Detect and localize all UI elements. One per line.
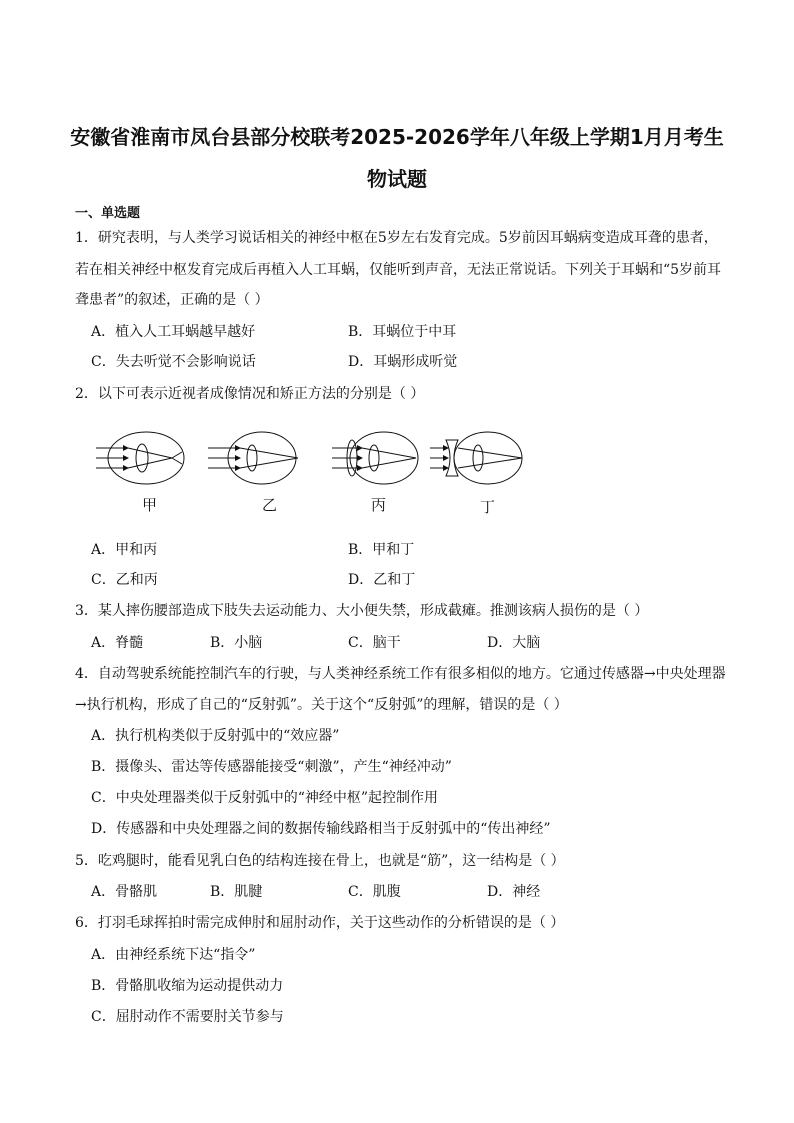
q3-option-d: D．大脑 xyxy=(487,635,541,651)
q1-stem-line1: 1．研究表明，与人类学习说话相关的神经中枢在5岁左右发育完成。5岁前因耳蜗病变造成耳聋的患者， xyxy=(75,230,718,246)
q5-option-a: A．骨骼肌 xyxy=(91,884,158,900)
q1-stem-line2: 若在相关神经中枢发育完成后再植入人工耳蜗，仅能听到声音，无法正常说话。下列关于耳蜗和“5岁前耳 xyxy=(75,262,722,278)
q1-option-d: D．耳蜗形成听觉 xyxy=(348,354,458,370)
q4-option-d: D．传感器和中央处理器之间的数据传输线路相当于反射弧中的“传出神经” xyxy=(91,821,551,837)
q1-option-b: B．耳蜗位于中耳 xyxy=(348,324,457,340)
q3-option-b: B．小脑 xyxy=(210,635,263,651)
eye-diagram-bing xyxy=(332,432,418,484)
q4-option-a: A．执行机构类似于反射弧中的“效应器” xyxy=(91,728,340,744)
q4-stem-line1: 4．自动驾驶系统能控制汽车的行驶，与人类神经系统工作有很多相似的地方。它通过传感器→中央处理器 xyxy=(75,666,726,682)
caption-jia: 甲 xyxy=(142,496,158,514)
q1-stem-line3: 聋患者”的叙述，正确的是（ ） xyxy=(75,292,269,308)
q2-option-b: B．甲和丁 xyxy=(348,542,415,558)
q1-option-a: A．植入人工耳蜗越早越好 xyxy=(91,324,256,340)
section-heading: 一、单选题 xyxy=(75,206,141,221)
q5-option-d: D．神经 xyxy=(487,884,541,900)
q6-option-c: C．屈肘动作不需要肘关节参与 xyxy=(91,1009,284,1025)
q2-stem: 2．以下可表示近视者成像情况和矫正方法的分别是（ ） xyxy=(75,386,425,402)
q6-stem: 6．打羽毛球挥拍时需完成伸肘和屈肘动作，关于这些动作的分析错误的是（ ） xyxy=(75,915,565,931)
q4-option-c: C．中央处理器类似于反射弧中的“神经中枢”起控制作用 xyxy=(91,790,439,806)
q4-stem-line2: →执行机构，形成了自己的“反射弧”。关于这个“反射弧”的理解，错误的是（ ） xyxy=(75,697,568,713)
q6-option-a: A．由神经系统下达“指令” xyxy=(91,947,256,963)
q3-stem: 3．某人摔伤腰部造成下肢失去运动能力、大小便失禁，形成截瘫。推测该病人损伤的是（ ） xyxy=(75,603,649,619)
exam-title-line2: 物试题 xyxy=(367,167,427,191)
q4-option-b: B．摄像头、雷达等传感器能接受“刺激”，产生“神经冲动” xyxy=(91,759,452,775)
eye-diagram-ding xyxy=(430,432,522,484)
q1-option-c: C．失去听觉不会影响说话 xyxy=(91,354,256,370)
q2-option-a: A．甲和丙 xyxy=(91,542,158,558)
exam-title-line1: 安徽省淮南市凤台县部分校联考2025-2026学年八年级上学期1月月考生 xyxy=(70,125,724,149)
q3-option-c: C．脑干 xyxy=(348,635,401,651)
caption-ding: 丁 xyxy=(480,498,496,516)
caption-bing: 丙 xyxy=(371,496,387,514)
q2-option-c: C．乙和丙 xyxy=(91,572,158,588)
eye-diagram-jia xyxy=(96,432,184,484)
q5-option-c: C．肌腹 xyxy=(348,884,401,900)
q6-option-b: B．骨骼肌收缩为运动提供动力 xyxy=(91,978,284,994)
q5-option-b: B．肌腱 xyxy=(210,884,263,900)
caption-yi: 乙 xyxy=(262,496,278,514)
q5-stem: 5．吃鸡腿时，能看见乳白色的结构连接在骨上，也就是“筋”，这一结构是（ ） xyxy=(75,853,565,869)
q3-option-a: A．脊髓 xyxy=(91,635,144,651)
q2-option-d: D．乙和丁 xyxy=(348,572,416,588)
eye-diagram-yi xyxy=(208,432,298,484)
